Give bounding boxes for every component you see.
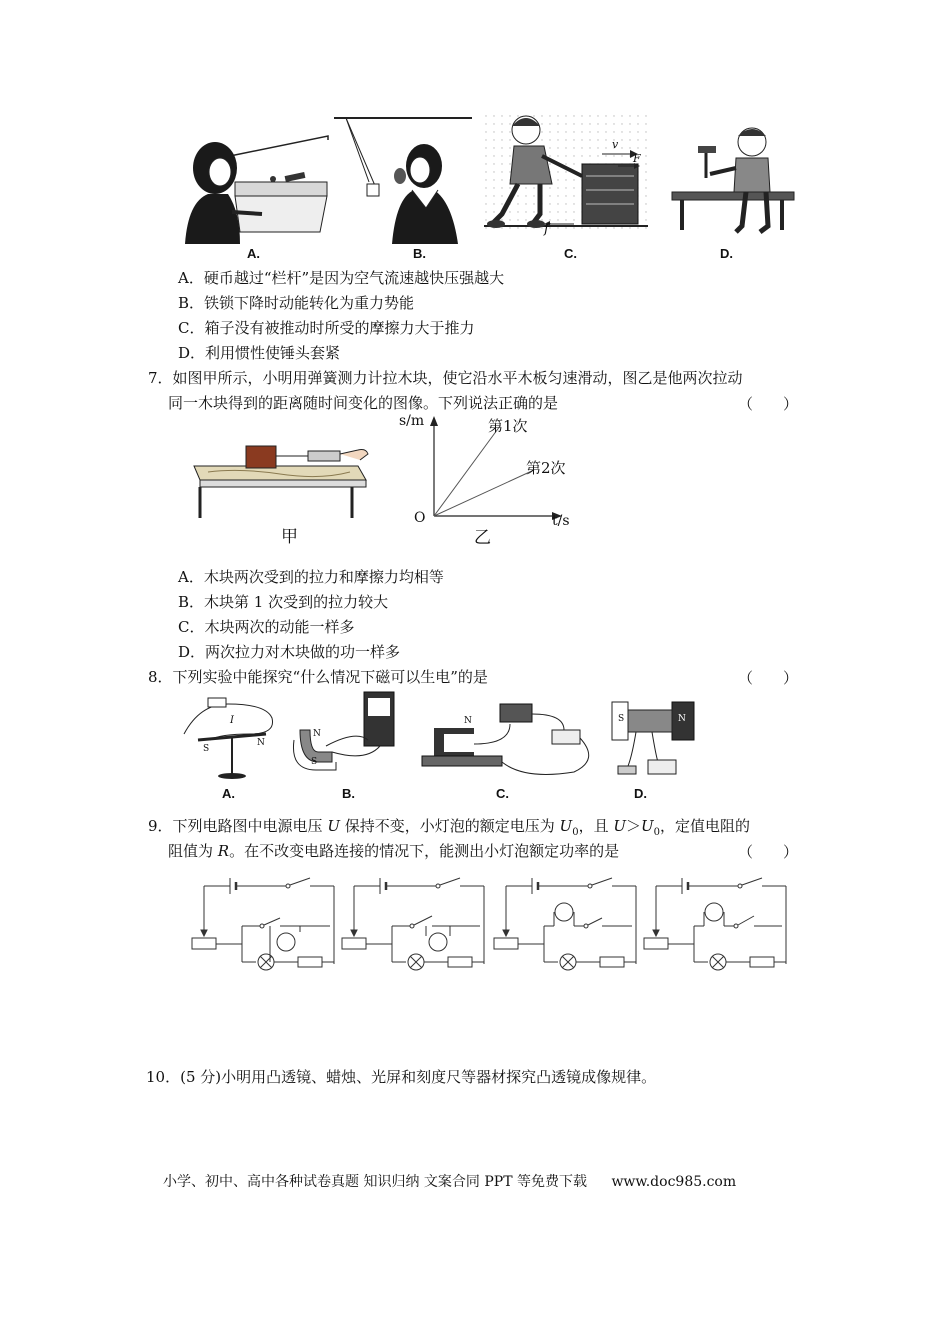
q9-symbol-gt: ＞ (626, 817, 642, 835)
q7-stem-line2: 同一木块得到的距离随时间变化的图像。下列说法正确的是 (168, 394, 559, 412)
q8-figure-a-N: N (257, 738, 265, 748)
q6-figure-c-label: C. (564, 246, 577, 261)
q9-circuit-d (642, 876, 792, 970)
q8-figure-a-oersted (180, 694, 278, 780)
q8-figure-c-label: C. (496, 786, 509, 801)
q9-stem-part-b: 保持不变，小灯泡的额定电压为 (339, 817, 560, 835)
footer-text: 小学、初中、高中各种试卷真题 知识归纳 文案合同 PPT 等免费下载 (163, 1174, 587, 1190)
q9-symbol-R: R (217, 842, 230, 860)
q6-figure-c-v: v (612, 138, 619, 151)
q6-option-d: D．利用惯性使锤头套紧 (178, 344, 341, 362)
q9-subscript-0-2: 0 (653, 827, 661, 838)
q6-option-b: B．铁锁下降时动能转化为重力势能 (178, 294, 415, 312)
q9-stem-part-c: ，且 (578, 817, 614, 835)
q9-stem-line1 (148, 816, 750, 843)
q8-figure-b-N: N (313, 729, 321, 739)
q7-graph-origin: O (414, 510, 426, 526)
q7-figure-yi-label: 乙 (474, 528, 491, 548)
q8-figure-a-I: I (230, 715, 234, 726)
q8-figure-b-S: S (311, 757, 318, 767)
q8-stem: 8．下列实验中能探究“什么情况下磁可以生电”的是 (148, 668, 488, 686)
q6-figure-b-label: B. (413, 246, 426, 261)
q6-option-c: C．箱子没有被推动时所受的摩擦力大于推力 (178, 319, 475, 337)
q8-figure-d-N: N (678, 714, 686, 724)
q7-graph-series-1-line (434, 426, 500, 516)
q6-figure-d-label: D. (720, 246, 733, 261)
q8-figure-c-motor (414, 700, 602, 780)
q7-option-c: C．木块两次的动能一样多 (178, 618, 355, 636)
q9-stem-line2-b: 。在不改变电路连接的情况下，能测出小灯泡额定功率的是 (229, 842, 620, 860)
footer-url: www.doc985.com (611, 1174, 737, 1190)
q7-graph-series-1-label: 第1次 (488, 417, 528, 435)
q8-figure-d-S: S (618, 714, 625, 724)
q9-answer-paren: （ ） (738, 843, 799, 861)
q10-stem: 10．(5 分)小明用凸透镜、蜡烛、光屏和刻度尺等器材探究凸透镜成像规律。 (146, 1068, 657, 1086)
q8-figure-a-label: A. (222, 786, 235, 801)
q9-circuit-c (492, 876, 642, 970)
q8-figure-a-S: S (203, 744, 210, 754)
q8-figure-b-label: B. (342, 786, 355, 801)
q6-figure-b-pendulum-lock (334, 116, 472, 244)
q7-option-b: B．木块第 1 次受到的拉力较大 (178, 593, 389, 611)
q9-symbol-U0-2: U (641, 817, 654, 835)
q7-option-a: A．木块两次受到的拉力和摩擦力均相等 (178, 568, 444, 586)
q7-stem-line1: 7．如图甲所示，小明用弹簧测力计拉木块，使它沿水平木板匀速滑动，图乙是他两次拉动 (148, 369, 743, 387)
q9-stem-line2-a: 阻值为 (168, 842, 218, 860)
q9-circuit-b (340, 876, 490, 970)
q9-symbol-U-2: U (613, 817, 626, 835)
q7-graph-ylabel: s/m (399, 413, 425, 429)
q8-figure-c-N: N (464, 716, 472, 726)
q7-figure-jia-spring-scale (190, 432, 370, 518)
q9-symbol-U: U (327, 817, 340, 835)
q8-answer-paren: （ ） (738, 669, 799, 687)
q7-graph-y-arrow (430, 416, 438, 426)
q6-figure-c-f: f (544, 222, 549, 237)
q7-figure-jia-label: 甲 (281, 527, 298, 547)
q9-symbol-U0: U (559, 817, 573, 835)
q7-option-d: D．两次拉力对木块做的功一样多 (178, 643, 401, 661)
q6-option-a: A．硬币越过“栏杆”是因为空气流速越快压强越大 (178, 269, 505, 287)
q9-stem-part-d: ，定值电阻的 (660, 817, 751, 835)
q6-figure-a-label: A. (247, 246, 260, 261)
q9-stem-line2 (168, 841, 619, 861)
q6-figure-c-push-box (484, 114, 648, 242)
page-footer (163, 1171, 736, 1191)
q7-graph-series-2-line (434, 470, 534, 516)
q6-figure-d-hammer (670, 122, 796, 240)
q7-graph-xlabel: t/s (552, 513, 570, 529)
q9-circuit-a (190, 876, 340, 970)
q9-stem-part-a: 9．下列电路图中电源电压 (148, 817, 328, 835)
q8-figure-d-label: D. (634, 786, 647, 801)
q8-figure-b-induction (286, 690, 398, 782)
q6-figure-c-F: F (633, 152, 641, 165)
q6-figure-a-coin-jump (180, 132, 330, 244)
q8-figure-d-electromagnet (612, 700, 698, 782)
q9-subscript-0: 0 (572, 827, 579, 838)
q7-answer-paren: （ ） (738, 395, 799, 413)
q7-graph-series-2-label: 第2次 (526, 459, 566, 477)
